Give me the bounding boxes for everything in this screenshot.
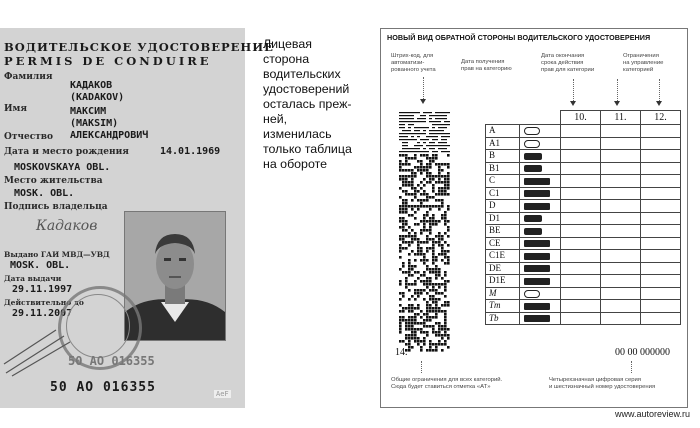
- vehicle-icon: [524, 127, 540, 135]
- vehicle-icon: [524, 228, 542, 235]
- table-cell: [601, 275, 641, 288]
- vehicle-icon: [524, 253, 550, 260]
- table-cell: [641, 275, 681, 288]
- faded-number: 50 AO 016355: [68, 354, 155, 368]
- annotation-line: срока действия: [541, 60, 584, 66]
- surname-label: Фамилия: [4, 72, 53, 82]
- arrow-down-icon: [570, 101, 576, 106]
- table-cell: [601, 262, 641, 275]
- table-row: [486, 275, 681, 288]
- table-cell: [561, 300, 601, 313]
- table-cell: [601, 187, 641, 200]
- category-code: C1: [486, 187, 520, 200]
- annotation-line: Ограничения: [623, 53, 659, 59]
- source-credit: www.autoreview.ru: [614, 409, 690, 419]
- licence-back-diagram: [380, 28, 688, 408]
- annotation-line: Общие ограничения для всех категорий.: [391, 377, 503, 383]
- valid-date: 29.11.2007: [12, 308, 73, 319]
- caption-line: на обороте: [263, 157, 327, 171]
- table-cell: [601, 175, 641, 188]
- vehicle-icon-cell: [520, 187, 561, 200]
- table-row: [486, 125, 681, 138]
- category-code: B1: [486, 162, 520, 175]
- corner-tag: AeF: [216, 390, 229, 398]
- vehicle-icon: [524, 140, 540, 148]
- caption-line: водительских: [263, 67, 341, 81]
- caption-line: ней,: [263, 112, 288, 126]
- category-code: DE: [486, 262, 520, 275]
- table-cell: [641, 125, 681, 138]
- caption-line: сторона: [263, 52, 310, 66]
- patronymic-label: Отчество: [4, 132, 54, 142]
- table-cell: [561, 137, 601, 150]
- residence: MOSK. OBL.: [14, 188, 75, 199]
- category-code: A1: [486, 137, 520, 150]
- annotation-line: и шестизначный номер удостоверения: [549, 384, 656, 390]
- table-cell: [641, 175, 681, 188]
- annotation-line: на управление: [623, 60, 664, 66]
- table-row: [486, 150, 681, 163]
- stamp-ink-lines: [4, 328, 74, 378]
- annotation-date-expiry: [541, 53, 594, 74]
- table-cell: [601, 225, 641, 238]
- birth-date: 14.01.1969: [160, 146, 221, 157]
- table-cell: [641, 312, 681, 325]
- category-code: BE: [486, 225, 520, 238]
- surname-latin: (KADAKOV): [70, 92, 125, 103]
- residence-label: Место жительства: [4, 176, 103, 186]
- vehicle-icon-cell: [520, 150, 561, 163]
- first-name: МАКСИМ: [70, 106, 107, 117]
- table-row: [486, 137, 681, 150]
- table-cell: [641, 250, 681, 263]
- leader-line: [423, 77, 424, 99]
- vehicle-icon-cell: [520, 225, 561, 238]
- category-code: CE: [486, 237, 520, 250]
- table-cell: [601, 300, 641, 313]
- leader-line: [421, 361, 422, 373]
- vehicle-icon-cell: [520, 137, 561, 150]
- vehicle-icon-cell: [520, 162, 561, 175]
- column-header: 12.: [641, 111, 681, 125]
- table-row: [486, 175, 681, 188]
- table-cell: [641, 237, 681, 250]
- signature-label: Подпись владельца: [4, 202, 108, 212]
- vehicle-icon: [524, 203, 550, 210]
- annotation-restrictions: [623, 53, 663, 74]
- issuer: MOSK. OBL.: [10, 260, 71, 271]
- vehicle-icon: [524, 215, 542, 222]
- valid-label: Действительно до: [4, 298, 84, 307]
- vehicle-icon: [524, 315, 550, 322]
- vehicle-icon: [524, 265, 550, 272]
- table-cell: [641, 262, 681, 275]
- arrow-down-icon: [614, 101, 620, 106]
- header-blank: [520, 111, 561, 125]
- category-code: D: [486, 200, 520, 213]
- table-cell: [561, 125, 601, 138]
- leader-line: [631, 361, 632, 373]
- table-row: [486, 287, 681, 300]
- table-cell: [641, 150, 681, 163]
- category-code: C1E: [486, 250, 520, 263]
- owner-signature: Кадаков: [36, 218, 98, 234]
- diagram-heading: НОВЫЙ ВИД ОБРАТНОЙ СТОРОНЫ ВОДИТЕЛЬСКОГО УДОСТОВЕРЕНИЯ: [387, 33, 651, 42]
- annotation-date-obtained: [461, 59, 512, 73]
- licence-title-fr: PERMIS DE CONDUIRE: [4, 54, 212, 68]
- vehicle-icon-cell: [520, 200, 561, 213]
- table-cell: [561, 237, 601, 250]
- table-cell: [641, 300, 681, 313]
- table-row: [486, 162, 681, 175]
- vehicle-icon-cell: [520, 262, 561, 275]
- table-cell: [601, 150, 641, 163]
- table-cell: [601, 125, 641, 138]
- category-code: D1: [486, 212, 520, 225]
- table-cell: [601, 312, 641, 325]
- vehicle-icon: [524, 153, 542, 160]
- patronymic: АЛЕКСАНДРОВИЧ: [70, 130, 149, 141]
- birth-place: MOSKOVSKAYA OBL.: [14, 162, 111, 173]
- column-header: 10.: [561, 111, 601, 125]
- vehicle-icon-cell: [520, 212, 561, 225]
- table-cell: [641, 187, 681, 200]
- serial-number: 00 00 000000: [615, 347, 670, 358]
- annotation-line: рованного учета: [391, 67, 436, 73]
- table-cell: [641, 162, 681, 175]
- table-cell: [641, 200, 681, 213]
- category-code: D1E: [486, 275, 520, 288]
- leader-line: [659, 79, 660, 101]
- annotation-serial: [549, 377, 655, 391]
- vehicle-icon-cell: [520, 300, 561, 313]
- vehicle-icon: [524, 290, 540, 298]
- table-cell: [601, 237, 641, 250]
- annotation-line: прав для категории: [541, 67, 595, 73]
- birth-label: Дата и место рождения: [4, 147, 129, 157]
- table-cell: [561, 200, 601, 213]
- caption: [263, 37, 373, 172]
- annotation-barcode: [391, 53, 436, 74]
- vehicle-icon-cell: [520, 250, 561, 263]
- table-cell: [601, 212, 641, 225]
- leader-line: [617, 79, 618, 101]
- vehicle-icon-cell: [520, 237, 561, 250]
- licence-title-ru: ВОДИТЕЛЬСКОЕ УДОСТОВЕРЕНИЕ: [4, 40, 274, 54]
- table-cell: [561, 187, 601, 200]
- annotation-line: прав на категорию: [461, 66, 512, 72]
- table-cell: [561, 150, 601, 163]
- caption-line: Лицевая: [263, 37, 312, 51]
- category-code: C: [486, 175, 520, 188]
- table-row: [486, 237, 681, 250]
- annotation-general-restrictions: [391, 377, 502, 391]
- licence-number: 50 AO 016355: [50, 380, 156, 395]
- first-name-latin: (MAKSIM): [70, 118, 119, 129]
- surname: КАДАКОВ: [70, 80, 113, 91]
- caption-line: осталась преж-: [263, 97, 352, 111]
- category-code: Tm: [486, 300, 520, 313]
- table-cell: [561, 275, 601, 288]
- annotation-line: Дата получения: [461, 59, 505, 65]
- licence-front-photo: [0, 28, 274, 408]
- issue-date: 29.11.1997: [12, 284, 73, 295]
- annotation-line: Дата окончания: [541, 53, 585, 59]
- vehicle-icon: [524, 190, 550, 197]
- category-code: A: [486, 125, 520, 138]
- barcode-2d: [399, 112, 449, 352]
- table-row: [486, 212, 681, 225]
- leader-line: [573, 79, 574, 101]
- table-cell: [601, 287, 641, 300]
- table-cell: [601, 137, 641, 150]
- table-row: [486, 262, 681, 275]
- table-cell: [641, 212, 681, 225]
- vehicle-icon: [524, 240, 550, 247]
- table-cell: [561, 162, 601, 175]
- table-cell: [561, 175, 601, 188]
- category-code: Tb: [486, 312, 520, 325]
- table-cell: [641, 287, 681, 300]
- table-row: [486, 300, 681, 313]
- header-blank: [486, 111, 520, 125]
- table-row: [486, 200, 681, 213]
- arrow-down-icon: [420, 99, 426, 104]
- table-row: [486, 312, 681, 325]
- caption-line: удостоверений: [263, 82, 350, 96]
- category-table: [485, 110, 681, 325]
- vehicle-icon: [524, 278, 550, 285]
- table-cell: [561, 212, 601, 225]
- vehicle-icon: [524, 165, 542, 172]
- table-row: [486, 225, 681, 238]
- vehicle-icon: [524, 303, 550, 310]
- table-cell: [641, 225, 681, 238]
- issuer-label: Выдано ГАИ МВД—УВД: [4, 250, 110, 259]
- table-cell: [561, 225, 601, 238]
- table-cell: [561, 262, 601, 275]
- caption-line: изменилась: [263, 127, 332, 141]
- table-row: [486, 187, 681, 200]
- vehicle-icon: [524, 178, 550, 185]
- vehicle-icon-cell: [520, 312, 561, 325]
- table-cell: [601, 162, 641, 175]
- table-cell: [601, 200, 641, 213]
- table-header-row: [486, 111, 681, 125]
- vehicle-icon-cell: [520, 175, 561, 188]
- annotation-line: категорией: [623, 67, 654, 73]
- annotation-line: Четырехзначная цифровая серия: [549, 377, 641, 383]
- issue-date-label: Дата выдачи: [4, 274, 62, 283]
- table-row: [486, 250, 681, 263]
- table-cell: [561, 312, 601, 325]
- vehicle-icon-cell: [520, 275, 561, 288]
- vehicle-icon-cell: [520, 287, 561, 300]
- vehicle-icon-cell: [520, 125, 561, 138]
- arrow-down-icon: [656, 101, 662, 106]
- category-code: M: [486, 287, 520, 300]
- table-cell: [561, 250, 601, 263]
- name-label: Имя: [4, 104, 27, 114]
- annotation-line: Штрих-код, для: [391, 53, 434, 59]
- caption-line: только таблица: [263, 142, 352, 156]
- table-cell: [641, 137, 681, 150]
- category-code: B: [486, 150, 520, 163]
- annotation-line: автоматизи-: [391, 60, 425, 66]
- table-cell: [601, 250, 641, 263]
- official-seal-inner: [66, 294, 130, 358]
- annotation-line: Сюда будет ставиться отметка «AT»: [391, 384, 491, 390]
- field-14-label: 14.: [395, 347, 408, 358]
- column-header: 11.: [601, 111, 641, 125]
- table-cell: [561, 287, 601, 300]
